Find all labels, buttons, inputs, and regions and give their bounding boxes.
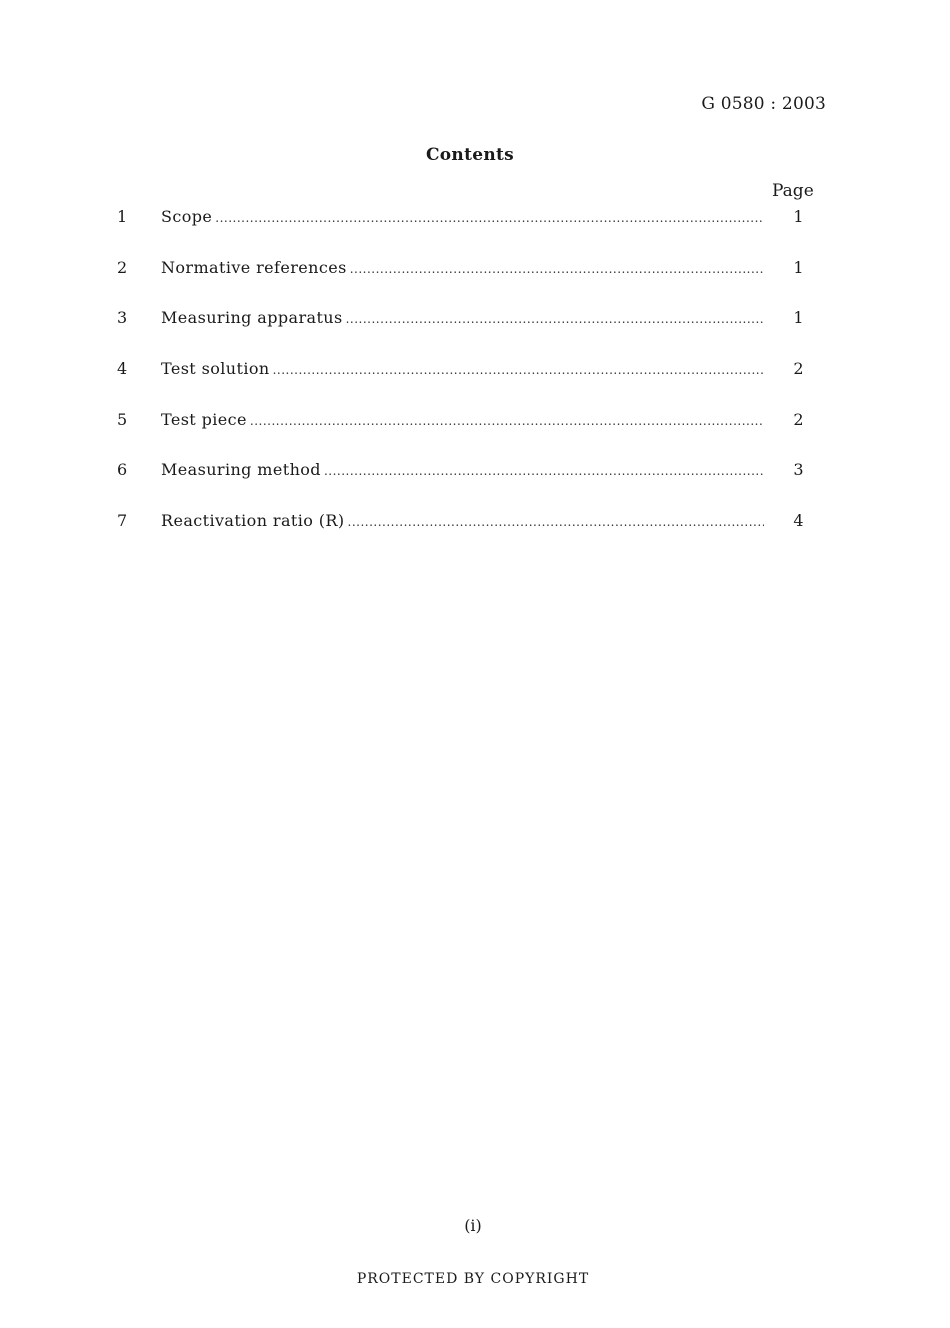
toc-entry-page: 1: [793, 257, 804, 277]
toc-entry-measuring-apparatus[interactable]: [110, 308, 810, 359]
toc-entry-test-piece[interactable]: [110, 410, 810, 461]
toc-entry-number: 1: [117, 207, 128, 226]
toc-entry-label[interactable]: Reactivation ratio (R): [161, 511, 345, 531]
toc-entry-number: 4: [117, 359, 128, 379]
toc-entry-label[interactable]: Test solution: [161, 359, 270, 379]
toc-leader-dots: [273, 363, 764, 377]
toc-entry-page: 4: [793, 511, 804, 531]
toc-entry-number: 6: [117, 460, 128, 480]
toc-leader-dots: [324, 464, 764, 478]
toc-entry-test-solution[interactable]: [110, 359, 810, 410]
toc-leader-dots: [350, 262, 764, 276]
document-number: G 0580 : 2003: [701, 94, 826, 114]
toc-entry-number: 3: [117, 308, 128, 328]
copyright-notice: PROTECTED BY COPYRIGHT: [356, 1271, 590, 1287]
toc-entry-normative-references[interactable]: [110, 258, 810, 309]
toc-entry-label[interactable]: Normative references: [161, 257, 347, 277]
toc-entry-label[interactable]: Scope: [161, 207, 213, 226]
toc-entry-reactivation-ratio[interactable]: [110, 511, 810, 562]
toc-entry-number: 5: [117, 409, 128, 429]
toc-entry-page: 3: [793, 460, 804, 480]
toc-entry-label[interactable]: Test piece: [161, 409, 247, 429]
toc-entry-label[interactable]: Measuring apparatus: [161, 308, 343, 328]
toc-entry-number: 2: [117, 257, 128, 277]
page-column-heading: Page: [772, 181, 814, 201]
toc-entry-number: 7: [117, 511, 128, 531]
toc-leader-dots: [348, 515, 765, 529]
toc-entry-measuring-method[interactable]: [110, 460, 810, 511]
table-of-contents: [110, 207, 810, 562]
toc-leader-dots: [215, 211, 764, 225]
toc-leader-dots: [346, 312, 764, 326]
toc-entry-page: 1: [793, 207, 804, 226]
toc-entry-page: 1: [793, 308, 804, 328]
toc-entry-page: 2: [793, 359, 804, 379]
toc-entry-label[interactable]: Measuring method: [161, 460, 321, 480]
toc-entry-page: 2: [793, 409, 804, 429]
toc-leader-dots: [250, 414, 764, 428]
page-number: (i): [464, 1216, 482, 1235]
contents-title: Contents: [425, 145, 515, 165]
toc-entry-scope[interactable]: [110, 207, 810, 258]
